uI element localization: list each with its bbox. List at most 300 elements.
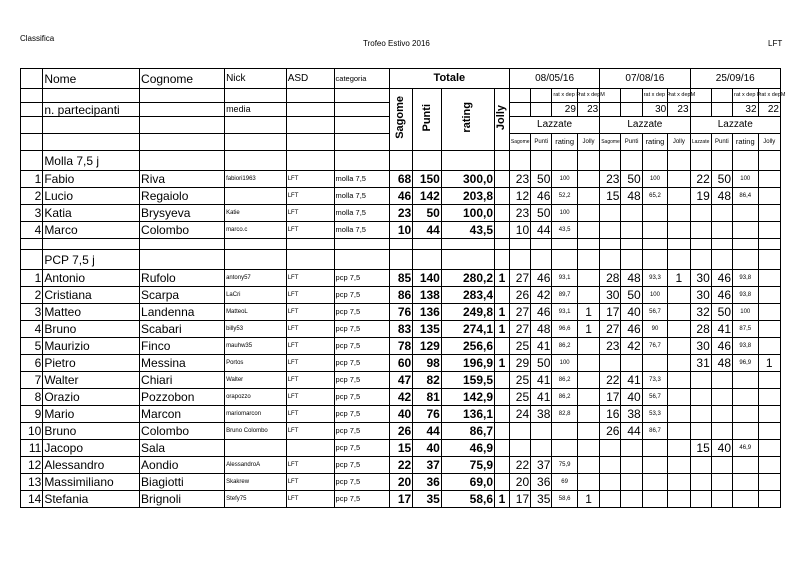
round-2-sub-rating: rating <box>642 134 668 151</box>
cell: 15 <box>600 188 621 205</box>
cell: mariomarcon <box>225 406 287 423</box>
cell <box>621 474 642 491</box>
cell: 142,9 <box>441 389 494 406</box>
cell: Rufolo <box>140 270 225 287</box>
col-totale: Totale <box>389 69 509 89</box>
cell: 23 <box>600 171 621 188</box>
cell: 35 <box>531 491 552 508</box>
cell <box>552 423 578 440</box>
cell: 4 <box>21 222 43 239</box>
cell: 11 <box>21 440 43 457</box>
cell <box>495 287 510 304</box>
cell: 280,2 <box>441 270 494 287</box>
cell: 46 <box>531 270 552 287</box>
cell: 10 <box>389 222 412 239</box>
cell: 93,8 <box>733 270 759 287</box>
round-1-ratp: rat x dep P <box>552 89 578 103</box>
cell: 17 <box>600 389 621 406</box>
cell: 93,1 <box>552 304 578 321</box>
cell: 76,7 <box>642 338 668 355</box>
cell: Portos <box>225 355 287 372</box>
cell: 22 <box>690 171 711 188</box>
cell: 100 <box>552 205 578 222</box>
table-row <box>21 188 781 205</box>
cell: 89,7 <box>552 287 578 304</box>
round-2-sub-jolly: Jolly <box>668 134 690 151</box>
table-row <box>21 287 781 304</box>
cell: pcp 7,5 <box>334 491 389 508</box>
header-row-1 <box>21 69 781 89</box>
cell <box>600 440 621 457</box>
cell: 100 <box>642 171 668 188</box>
cell: 25 <box>509 338 530 355</box>
cell: 10 <box>509 222 530 239</box>
cell: 1 <box>668 270 690 287</box>
cell: 2 <box>21 188 43 205</box>
cell <box>758 423 780 440</box>
cell: 87,5 <box>733 321 759 338</box>
cell: LFT <box>286 287 334 304</box>
cell <box>495 205 510 222</box>
cell <box>668 171 690 188</box>
cell <box>225 440 287 457</box>
table-row <box>21 205 781 222</box>
cell: molla 7,5 <box>334 171 389 188</box>
cell: 26 <box>600 423 621 440</box>
table-row <box>21 474 781 491</box>
round-3-m: 22 <box>758 103 780 117</box>
cell: 42 <box>389 389 412 406</box>
cell: LFT <box>286 205 334 222</box>
table-row <box>21 355 781 372</box>
cell <box>711 222 732 239</box>
cell: 9 <box>21 406 43 423</box>
cell <box>668 491 690 508</box>
cell: 86,2 <box>552 389 578 406</box>
cell: 26 <box>389 423 412 440</box>
cell <box>621 457 642 474</box>
cell: LFT <box>286 491 334 508</box>
cell: 50 <box>531 171 552 188</box>
col-categoria: categoria <box>334 69 389 89</box>
cell: 203,8 <box>441 188 494 205</box>
cell: 48 <box>621 270 642 287</box>
cell: 41 <box>531 389 552 406</box>
cell <box>495 406 510 423</box>
cell: 2 <box>21 287 43 304</box>
cell: Matteo <box>43 304 140 321</box>
cell: 43,5 <box>441 222 494 239</box>
cell: Katie <box>225 205 287 222</box>
round-1-date: 08/05/16 <box>509 69 599 89</box>
round-3-date: 25/09/16 <box>690 69 780 89</box>
cell: 46,9 <box>441 440 494 457</box>
cell: 25 <box>509 372 530 389</box>
cell: Marcon <box>140 406 225 423</box>
cell: 30 <box>690 270 711 287</box>
cell: 1 <box>21 171 43 188</box>
round-2-ratm: rat x depM <box>668 89 690 103</box>
cell: 75,9 <box>552 457 578 474</box>
cell <box>577 338 599 355</box>
cell: 46 <box>531 304 552 321</box>
cell: Aondio <box>140 457 225 474</box>
cell: Colombo <box>140 423 225 440</box>
cell <box>642 222 668 239</box>
cell: Stefania <box>43 491 140 508</box>
media-label: media <box>225 103 287 117</box>
ranking-table <box>20 68 786 508</box>
cell: 93,8 <box>733 287 759 304</box>
cell <box>495 372 510 389</box>
cell: 37 <box>531 457 552 474</box>
cell: Regaiolo <box>140 188 225 205</box>
cell: Orazio <box>43 389 140 406</box>
cell <box>733 222 759 239</box>
cell: 81 <box>413 389 442 406</box>
cell <box>495 457 510 474</box>
cell: Marco <box>43 222 140 239</box>
cell: 135 <box>413 321 442 338</box>
cell <box>668 457 690 474</box>
cell: Walter <box>225 372 287 389</box>
cell <box>668 389 690 406</box>
cell: 100 <box>733 304 759 321</box>
cell: pcp 7,5 <box>334 270 389 287</box>
cell <box>577 440 599 457</box>
round-1-m: 23 <box>577 103 599 117</box>
cell: 46 <box>711 287 732 304</box>
cell: 46,9 <box>733 440 759 457</box>
cell: 8 <box>21 389 43 406</box>
cell: 22 <box>600 372 621 389</box>
cell <box>733 406 759 423</box>
cell: 27 <box>600 321 621 338</box>
cell <box>733 491 759 508</box>
cell <box>668 287 690 304</box>
cell: 1 <box>577 304 599 321</box>
cell <box>711 491 732 508</box>
cell: 30 <box>690 338 711 355</box>
cell <box>711 205 732 222</box>
cell: 50 <box>531 205 552 222</box>
cell: LFT <box>286 338 334 355</box>
cell: 50 <box>531 355 552 372</box>
cell: 75,9 <box>441 457 494 474</box>
cell: mauhw35 <box>225 338 287 355</box>
cell: molla 7,5 <box>334 205 389 222</box>
cell: 82,8 <box>552 406 578 423</box>
cell: 40 <box>621 304 642 321</box>
cell: 14 <box>21 491 43 508</box>
cell: 140 <box>413 270 442 287</box>
cell <box>758 457 780 474</box>
cell: 138 <box>413 287 442 304</box>
cell: Landenna <box>140 304 225 321</box>
cell: Messina <box>140 355 225 372</box>
cell: LFT <box>286 171 334 188</box>
cell: LFT <box>286 188 334 205</box>
cell: 17 <box>600 304 621 321</box>
cell: 283,4 <box>441 287 494 304</box>
cell <box>758 304 780 321</box>
cell: 41 <box>621 372 642 389</box>
cell <box>495 474 510 491</box>
cell <box>690 457 711 474</box>
cell: pcp 7,5 <box>334 287 389 304</box>
cell <box>577 423 599 440</box>
cell: LFT <box>286 474 334 491</box>
association-label: LFT <box>768 39 783 48</box>
cell: 249,8 <box>441 304 494 321</box>
cell: 52,2 <box>552 188 578 205</box>
cell: Bruno Colombo <box>225 423 287 440</box>
cell: 142 <box>413 188 442 205</box>
table-row <box>21 222 781 239</box>
cell <box>600 355 621 372</box>
cell <box>758 440 780 457</box>
cell: Walter <box>43 372 140 389</box>
cell: pcp 7,5 <box>334 474 389 491</box>
cell <box>509 423 530 440</box>
cell <box>600 491 621 508</box>
table-row <box>21 491 781 508</box>
cell: 32 <box>690 304 711 321</box>
cell <box>758 222 780 239</box>
cell: 30 <box>690 287 711 304</box>
cell: 150 <box>413 171 442 188</box>
col-jolly: Jolly <box>495 104 508 131</box>
cell: 1 <box>495 321 510 338</box>
cell: 196,9 <box>441 355 494 372</box>
cell: 60 <box>389 355 412 372</box>
cell <box>668 355 690 372</box>
cell <box>621 355 642 372</box>
cell: pcp 7,5 <box>334 406 389 423</box>
partecipanti-label: n. partecipanti <box>43 103 140 117</box>
cell: 1 <box>495 270 510 287</box>
cell <box>758 338 780 355</box>
cell <box>621 440 642 457</box>
cell: 93,3 <box>642 270 668 287</box>
cell <box>509 440 530 457</box>
cell: 86 <box>389 287 412 304</box>
cell <box>621 222 642 239</box>
cell <box>668 423 690 440</box>
cell <box>711 457 732 474</box>
cell: 6 <box>21 355 43 372</box>
cell <box>758 406 780 423</box>
col-punti: Punti <box>420 103 433 132</box>
cell <box>495 440 510 457</box>
round-2-lazzate: Lazzate <box>600 117 690 134</box>
cell: 31 <box>690 355 711 372</box>
cell <box>600 205 621 222</box>
cell: 96,6 <box>552 321 578 338</box>
cell: Biagiotti <box>140 474 225 491</box>
cell: 41 <box>531 338 552 355</box>
cell <box>642 491 668 508</box>
col-rating: rating <box>461 102 474 133</box>
round-1-sub-jolly: Jolly <box>577 134 599 151</box>
cell <box>225 188 287 205</box>
cell: 38 <box>621 406 642 423</box>
cell: 20 <box>509 474 530 491</box>
cell: 46 <box>389 188 412 205</box>
cell: 86,2 <box>552 338 578 355</box>
cell: Massimiliano <box>43 474 140 491</box>
cell <box>690 406 711 423</box>
cell: Chiari <box>140 372 225 389</box>
cell: 12 <box>21 457 43 474</box>
cell: Stefy75 <box>225 491 287 508</box>
cell: 23 <box>600 338 621 355</box>
cell <box>600 222 621 239</box>
cell: 50 <box>621 171 642 188</box>
group-title: Molla 7,5 j <box>43 151 140 171</box>
cell <box>600 474 621 491</box>
cell: 15 <box>690 440 711 457</box>
cell: Katia <box>43 205 140 222</box>
cell: molla 7,5 <box>334 222 389 239</box>
col-nome: Nome <box>43 69 140 89</box>
cell <box>668 338 690 355</box>
col-asd: ASD <box>286 69 334 89</box>
cell: Antonio <box>43 270 140 287</box>
cell: 69,0 <box>441 474 494 491</box>
cell <box>758 321 780 338</box>
cell: 28 <box>690 321 711 338</box>
cell: 48 <box>621 188 642 205</box>
cell: 28 <box>600 270 621 287</box>
cell <box>668 304 690 321</box>
cell <box>577 457 599 474</box>
cell: 50 <box>711 171 732 188</box>
cell: Cristiana <box>43 287 140 304</box>
cell: 50 <box>621 287 642 304</box>
cell: 44 <box>413 222 442 239</box>
table-row <box>21 270 781 287</box>
cell <box>642 205 668 222</box>
cell: 22 <box>389 457 412 474</box>
cell: LFT <box>286 304 334 321</box>
table-row <box>21 321 781 338</box>
round-2-date: 07/08/16 <box>600 69 690 89</box>
cell: pcp 7,5 <box>334 304 389 321</box>
cell: 46 <box>711 270 732 287</box>
cell: 42 <box>531 287 552 304</box>
cell: 46 <box>621 321 642 338</box>
cell: 129 <box>413 338 442 355</box>
cell: 256,6 <box>441 338 494 355</box>
cell: 4 <box>21 321 43 338</box>
cell: Brysyeva <box>140 205 225 222</box>
cell: 86,7 <box>441 423 494 440</box>
cell: 23 <box>389 205 412 222</box>
cell: 41 <box>531 372 552 389</box>
cell: 100 <box>552 171 578 188</box>
cell: 1 <box>21 270 43 287</box>
cell: 73,3 <box>642 372 668 389</box>
cell <box>642 440 668 457</box>
round-1-sub-sagome: Sagome <box>509 134 530 151</box>
col-nick: Nick <box>225 69 287 89</box>
cell: 48 <box>711 355 732 372</box>
cell: 41 <box>711 321 732 338</box>
group-title: PCP 7,5 j <box>43 250 140 270</box>
round-1-sub-punti: Punti <box>531 134 552 151</box>
spacer-row <box>21 239 781 250</box>
cell: Bruno <box>43 321 140 338</box>
round-3-p: 32 <box>733 103 759 117</box>
cell <box>758 372 780 389</box>
cell: 7 <box>21 372 43 389</box>
cell <box>577 406 599 423</box>
cell: 27 <box>509 304 530 321</box>
cell <box>733 389 759 406</box>
round-3-sub-rating: rating <box>733 134 759 151</box>
cell: 38 <box>531 406 552 423</box>
round-1-sub-rating: rating <box>552 134 578 151</box>
cell: LFT <box>286 222 334 239</box>
cell: 48 <box>531 321 552 338</box>
cell: Maurizio <box>43 338 140 355</box>
round-3-sub-jolly: Jolly <box>758 134 780 151</box>
cell: Finco <box>140 338 225 355</box>
cell: LFT <box>286 406 334 423</box>
cell <box>690 205 711 222</box>
cell: 100 <box>642 287 668 304</box>
cell: 1 <box>495 304 510 321</box>
cell: 85 <box>389 270 412 287</box>
cell: 19 <box>690 188 711 205</box>
cell: 159,5 <box>441 372 494 389</box>
cell: Scarpa <box>140 287 225 304</box>
cell <box>758 205 780 222</box>
cell <box>733 423 759 440</box>
cell: 46 <box>711 338 732 355</box>
cell <box>690 474 711 491</box>
cell <box>668 222 690 239</box>
cell: LFT <box>286 372 334 389</box>
cell <box>758 270 780 287</box>
cell: 36 <box>413 474 442 491</box>
cell: antony57 <box>225 270 287 287</box>
round-2-m: 23 <box>668 103 690 117</box>
cell: LFT <box>286 355 334 372</box>
cell <box>711 389 732 406</box>
cell: 50 <box>413 205 442 222</box>
cell: 26 <box>509 287 530 304</box>
cell: Brignoli <box>140 491 225 508</box>
round-1-p: 29 <box>552 103 578 117</box>
cell: 300,0 <box>441 171 494 188</box>
cell <box>621 491 642 508</box>
cell: 1 <box>577 321 599 338</box>
cell: billy53 <box>225 321 287 338</box>
cell <box>668 321 690 338</box>
cell: marco.c <box>225 222 287 239</box>
table-row <box>21 338 781 355</box>
cell <box>495 171 510 188</box>
cell: 48 <box>711 188 732 205</box>
cell: 93,1 <box>552 270 578 287</box>
cell: 96,9 <box>733 355 759 372</box>
cell: 274,1 <box>441 321 494 338</box>
cell <box>690 423 711 440</box>
cell: 76 <box>413 406 442 423</box>
cell: pcp 7,5 <box>334 440 389 457</box>
